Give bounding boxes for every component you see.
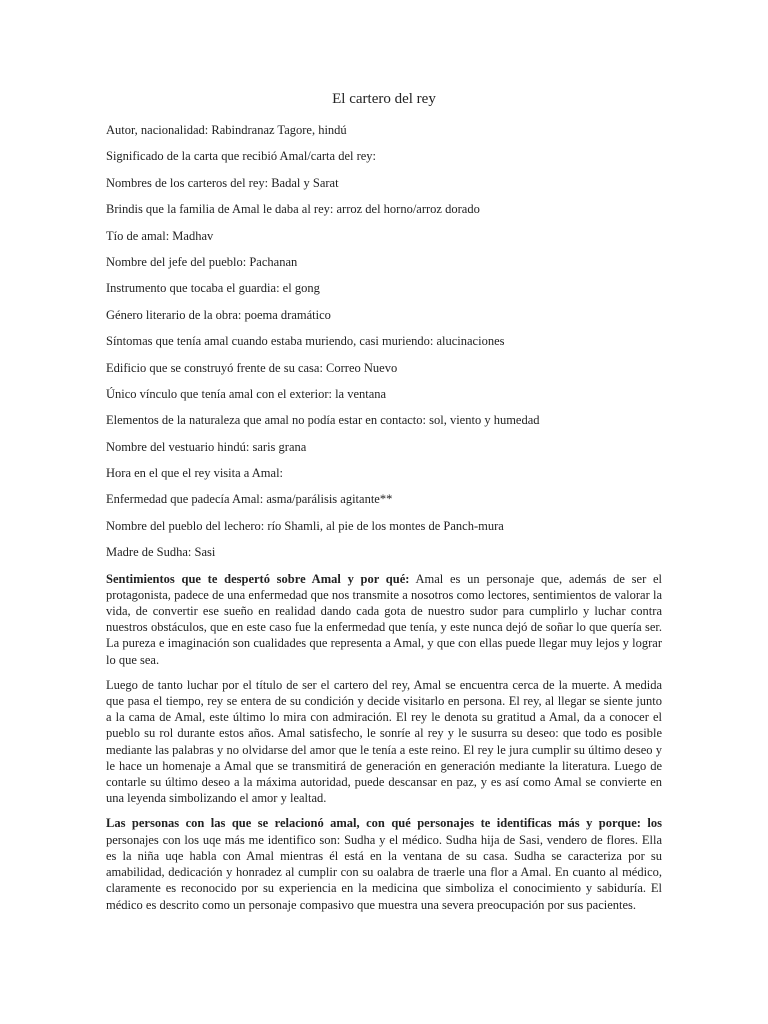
paragraph-feelings-text: Amal es un personaje que, además de ser el protagonista, padece de una enfermedad que nos transmite a nosotros como lectores, sentimientos de valorar la vida, de convertir ese sueño en realidad dando cada gota de nuestro sudor para cumplirlo y luchar contra nuestros obstáculos, que en este caso fue la enfermedad que tenía, y este nunca dejó de soñar lo que quería ser. La pureza e imaginación son cualidades que representa a Amal, y que con ellas puede llegar muy lejos y lograr lo que sea. — [106, 571, 663, 667]
info-line-toast: Brindis que la familia de Amal le daba al rey: arroz del horno/arroz dorado — [106, 202, 480, 217]
info-line-milkman-village: Nombre del pueblo del lechero: río Shamli, al pie de los montes de Panch-mura — [106, 518, 504, 533]
document-title: El cartero del rey — [332, 91, 436, 107]
info-line-costume: Nombre del vestuario hindú: saris grana — [106, 439, 307, 454]
info-line-nature: Elementos de la naturaleza que amal no podía estar en contacto: sol, viento y humedad — [106, 413, 540, 428]
paragraph-characters-text: personajes con los uqe más me identifico son: Sudha y el médico. Sudha hija de Sasi, vendero de flores. Ella es la niña uqe habla con Amal mientras él está en la ventana de su casa. Sudha se caracteriza por su amabilidad, dedicación y honradez al cumplir con su oalabra de traerle una flor a Amal. En cuanto al médico, claramente es reconocido por su experiencia en la medicina que simboliza el conocimiento y sabiduría. El médico es descrito como un personaje compasivo que muestra una severa preocupación por sus pacientes. — [106, 832, 662, 912]
info-line-visit-time: Hora en el que el rey visita a Amal: — [106, 466, 284, 481]
paragraph-characters — [106, 815, 662, 912]
info-line-author: Autor, nacionalidad: Rabindranaz Tagore, hindú — [106, 123, 347, 137]
paragraph-feelings — [106, 571, 662, 668]
paragraph-ending: Luego de tanto luchar por el título de ser el cartero del rey, Amal se encuentra cerca de la muerte. A medida que pasa el tiempo, rey se entera de su condición y decide visitarlo en persona. El rey, al llegar se siente junto a la cama de Amal, este último lo mira con admiración. El rey le denota su gratitud a Amal, da a conocer el pueblo su rol durante estos años. Amal satisfecho, le sonríe al rey y le susurra su deseo: que todo es posible mediante las palabras y no olvidarse del amor que le tenía a este reino. El rey le jura cumplir su último deseo y le hace un homenaje a Amal que se transmitirá de generación en generación mediante la literatura. Luego de contarle su último deseo a la máxima autoridad, puede descansar en paz, y es así como Amal se convierte en una leyenda simbolizando el amor y lealtad. — [106, 677, 662, 806]
paragraph-feelings-heading: Sentimientos que te despertó sobre Amal y por qué: — [106, 571, 410, 586]
info-line-symptoms: Síntomas que tenía amal cuando estaba muriendo, casi muriendo: alucinaciones — [106, 334, 505, 349]
paragraph-characters-heading: Las personas con las que se relacionó amal, con qué personajes te identificas más y porque: los — [106, 816, 662, 831]
info-line-window: Único vínculo que tenía amal con el exterior: la ventana — [106, 386, 387, 401]
info-line-uncle: Tío de amal: Madhav — [106, 228, 214, 243]
info-line-illness: Enfermedad que padecía Amal: asma/parálisis agitante** — [106, 492, 393, 507]
info-line-mail-carriers: Nombres de los carteros del rey: Badal y Sarat — [106, 175, 339, 190]
info-line-village-chief: Nombre del jefe del pueblo: Pachanan — [106, 254, 298, 269]
info-line-instrument: Instrumento que tocaba el guardia: el gong — [106, 281, 320, 296]
info-line-building: Edificio que se construyó frente de su casa: Correo Nuevo — [106, 360, 398, 375]
info-line-genre: Género literario de la obra: poema dramático — [106, 307, 331, 322]
info-line-sudha-mother: Madre de Sudha: Sasi — [106, 545, 216, 560]
info-line-letter-meaning: Significado de la carta que recibió Amal/carta del rey: — [106, 149, 377, 164]
